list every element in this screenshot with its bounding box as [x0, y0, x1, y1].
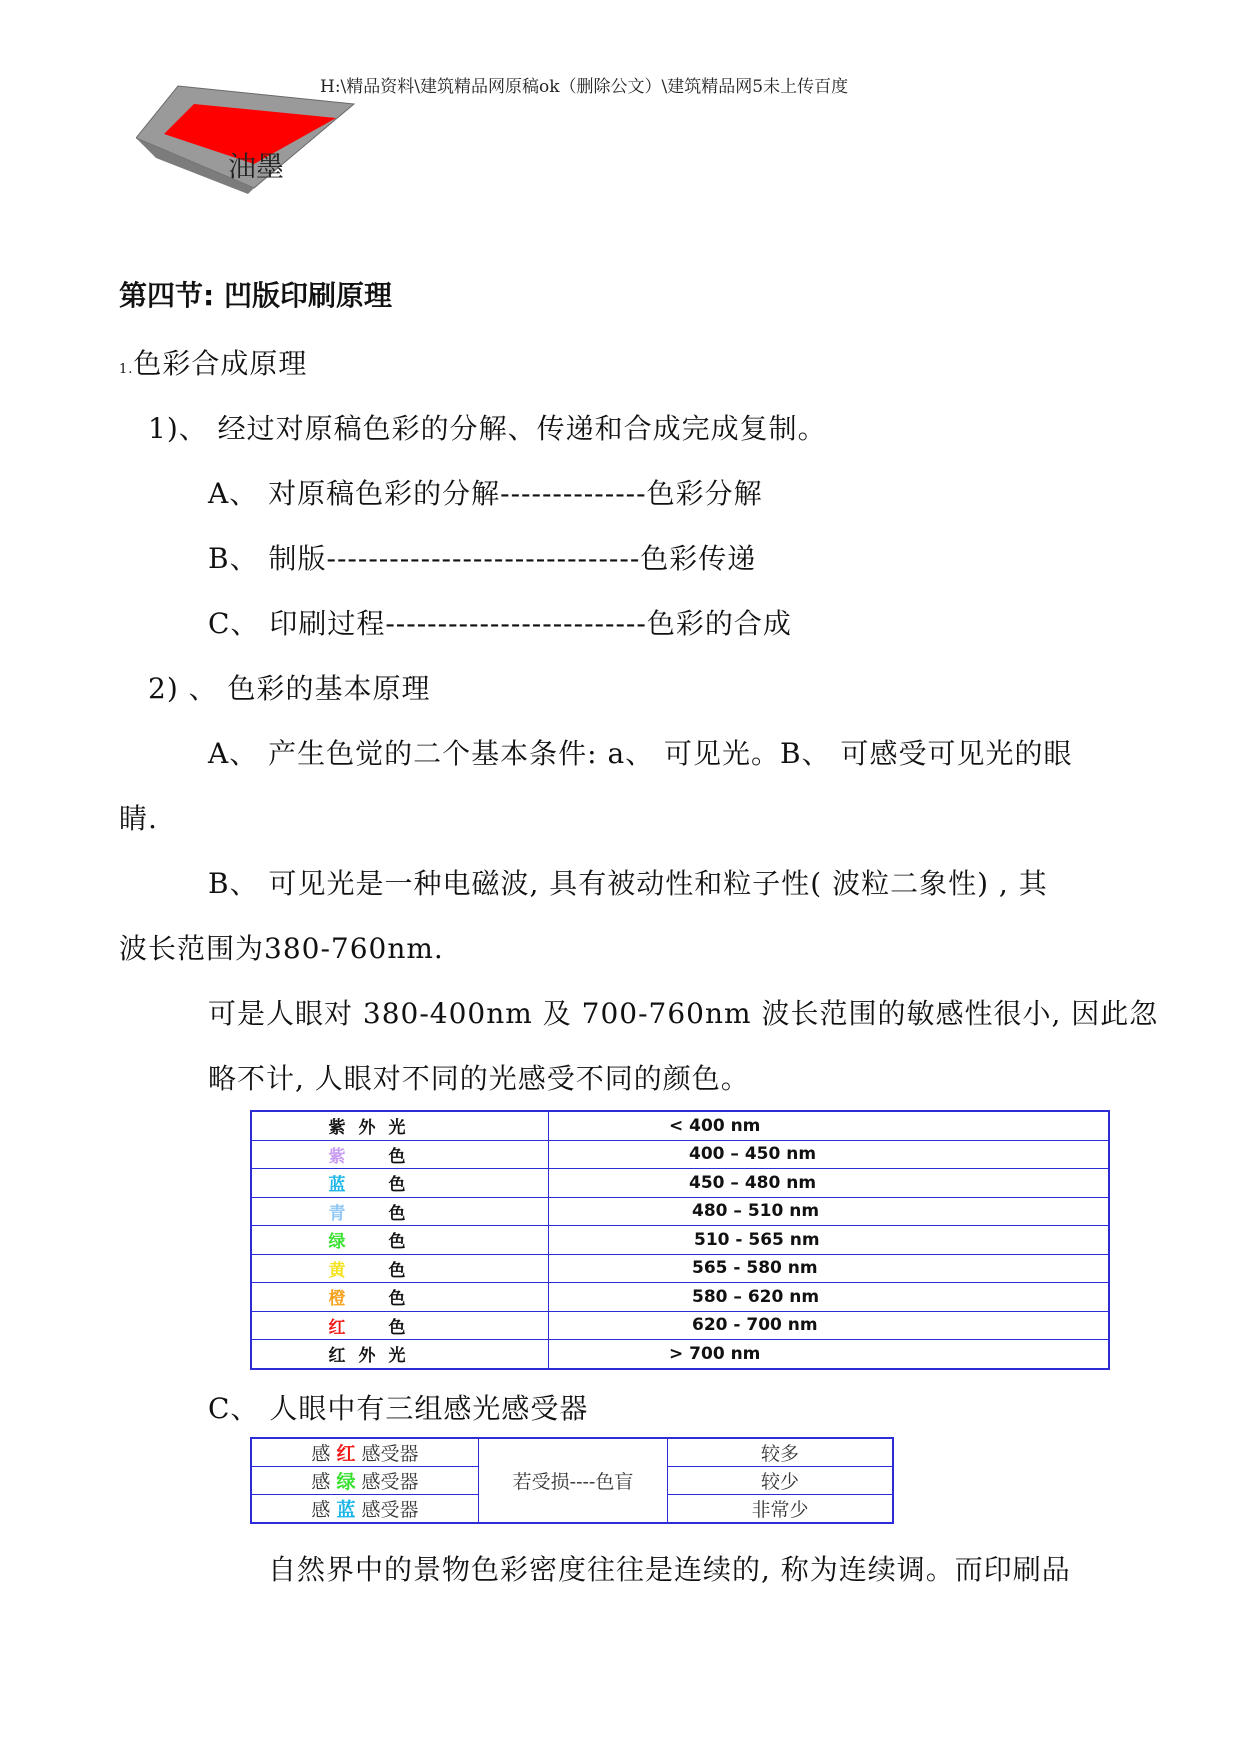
spectrum-color-char: 紫	[328, 1146, 346, 1167]
table-row	[251, 1438, 893, 1467]
spectrum-range: > 700 nm	[549, 1340, 1110, 1369]
table-row	[251, 1340, 1109, 1369]
paragraph-b2-line2: 波长范围为380-760nm.	[119, 932, 444, 965]
spectrum-color-char: 绿	[328, 1232, 346, 1253]
paragraph-2: 2) 、 色彩的基本原理	[148, 672, 431, 705]
spectrum-name	[251, 1311, 549, 1340]
spectrum-char: 红	[328, 1346, 346, 1367]
spectrum-char: 紫	[328, 1118, 346, 1139]
item-1-number: 1.	[119, 362, 134, 377]
table-row	[251, 1140, 1109, 1169]
spectrum-char: 光	[388, 1118, 406, 1139]
spectrum-char: 色	[388, 1317, 406, 1338]
spectrum-range: 400 – 450 nm	[549, 1140, 1110, 1169]
spectrum-color-char: 黄	[328, 1260, 346, 1281]
paragraph-b: B、 制版------------------------------色彩传递	[208, 542, 757, 575]
receptor-damage-note: 若受损----色盲	[479, 1438, 668, 1523]
table-row	[251, 1254, 1109, 1283]
table-row	[251, 1226, 1109, 1255]
table-row	[251, 1169, 1109, 1198]
spectrum-range: < 400 nm	[549, 1111, 1110, 1140]
paragraph-c2: C、 人眼中有三组感光感受器	[208, 1392, 589, 1425]
paragraph-c: C、 印刷过程-------------------------色彩的合成	[208, 607, 792, 640]
spectrum-char: 外	[358, 1118, 376, 1139]
paragraph-a2-line2: 睛.	[119, 802, 158, 835]
paragraph-a2-line1: A、 产生色觉的二个基本条件: a、 可见光。B、 可感受可见光的眼	[208, 737, 1073, 770]
spectrum-name	[251, 1283, 549, 1312]
spectrum-range: 510 - 565 nm	[549, 1226, 1110, 1255]
spectrum-name	[251, 1197, 549, 1226]
spectrum-char: 色	[388, 1232, 406, 1253]
spectrum-range: 620 - 700 nm	[549, 1311, 1110, 1340]
spectrum-color-char: 蓝	[328, 1175, 346, 1196]
spectrum-char: 色	[388, 1289, 406, 1310]
receptor-post: 感受器	[361, 1443, 419, 1465]
spectrum-range: 450 – 480 nm	[549, 1169, 1110, 1198]
paragraph-1: 1)、 经过对原稿色彩的分解、传递和合成完成复制。	[148, 412, 827, 445]
receptor-post: 感受器	[361, 1499, 419, 1521]
paragraph-b2-line1: B、 可见光是一种电磁波, 具有被动性和粒子性( 波粒二象性) , 其	[208, 867, 1048, 900]
section-title: 第四节: 凹版印刷原理	[119, 279, 392, 312]
ink-label: 油墨	[228, 150, 285, 183]
receptor-name	[251, 1495, 479, 1524]
spectrum-range: 480 – 510 nm	[549, 1197, 1110, 1226]
receptor-count: 较少	[668, 1467, 894, 1495]
spectrum-name	[251, 1111, 549, 1140]
spectrum-name	[251, 1226, 549, 1255]
receptor-table	[250, 1437, 894, 1524]
paragraph-3-line1: 可是人眼对 380-400nm 及 700-760nm 波长范围的敏感性很小, 因此忽	[208, 997, 1159, 1030]
receptor-name	[251, 1438, 479, 1467]
receptor-name	[251, 1467, 479, 1495]
paragraph-a: A、 对原稿色彩的分解--------------色彩分解	[208, 477, 763, 510]
paragraph-last: 自然界中的景物色彩密度往往是连续的, 称为连续调。而印刷品	[268, 1553, 1071, 1586]
table-row	[251, 1311, 1109, 1340]
receptor-color-word: 蓝	[336, 1499, 356, 1521]
receptor-color-word: 绿	[336, 1471, 356, 1493]
receptor-count: 非常少	[668, 1495, 894, 1524]
spectrum-char: 光	[388, 1346, 406, 1367]
spectrum-name	[251, 1340, 549, 1369]
paragraph-3-line2: 略不计, 人眼对不同的光感受不同的颜色。	[208, 1062, 750, 1095]
spectrum-char: 色	[388, 1260, 406, 1281]
header-path: H:\精品资料\建筑精品网原稿ok（删除公文）\建筑精品网5未上传百度	[320, 77, 849, 97]
receptor-count: 较多	[668, 1438, 894, 1467]
receptor-post: 感受器	[361, 1471, 419, 1493]
spectrum-color-char: 青	[328, 1203, 346, 1224]
receptor-pre: 感	[311, 1499, 331, 1521]
spectrum-color-char: 橙	[328, 1289, 346, 1310]
receptor-color-word: 红	[336, 1443, 356, 1465]
spectrum-table	[250, 1110, 1110, 1370]
spectrum-char: 色	[388, 1203, 406, 1224]
spectrum-char: 色	[388, 1175, 406, 1196]
spectrum-char: 色	[388, 1146, 406, 1167]
spectrum-range: 565 - 580 nm	[549, 1254, 1110, 1283]
spectrum-name	[251, 1169, 549, 1198]
table-row	[251, 1111, 1109, 1140]
spectrum-char: 外	[358, 1346, 376, 1367]
receptor-pre: 感	[311, 1443, 331, 1465]
item-1-text: 色彩合成原理	[133, 347, 308, 380]
spectrum-name	[251, 1254, 549, 1283]
item-1	[119, 342, 307, 382]
table-row	[251, 1197, 1109, 1226]
spectrum-color-char: 红	[328, 1317, 346, 1338]
receptor-pre: 感	[311, 1471, 331, 1493]
table-row	[251, 1283, 1109, 1312]
spectrum-name	[251, 1140, 549, 1169]
spectrum-range: 580 – 620 nm	[549, 1283, 1110, 1312]
